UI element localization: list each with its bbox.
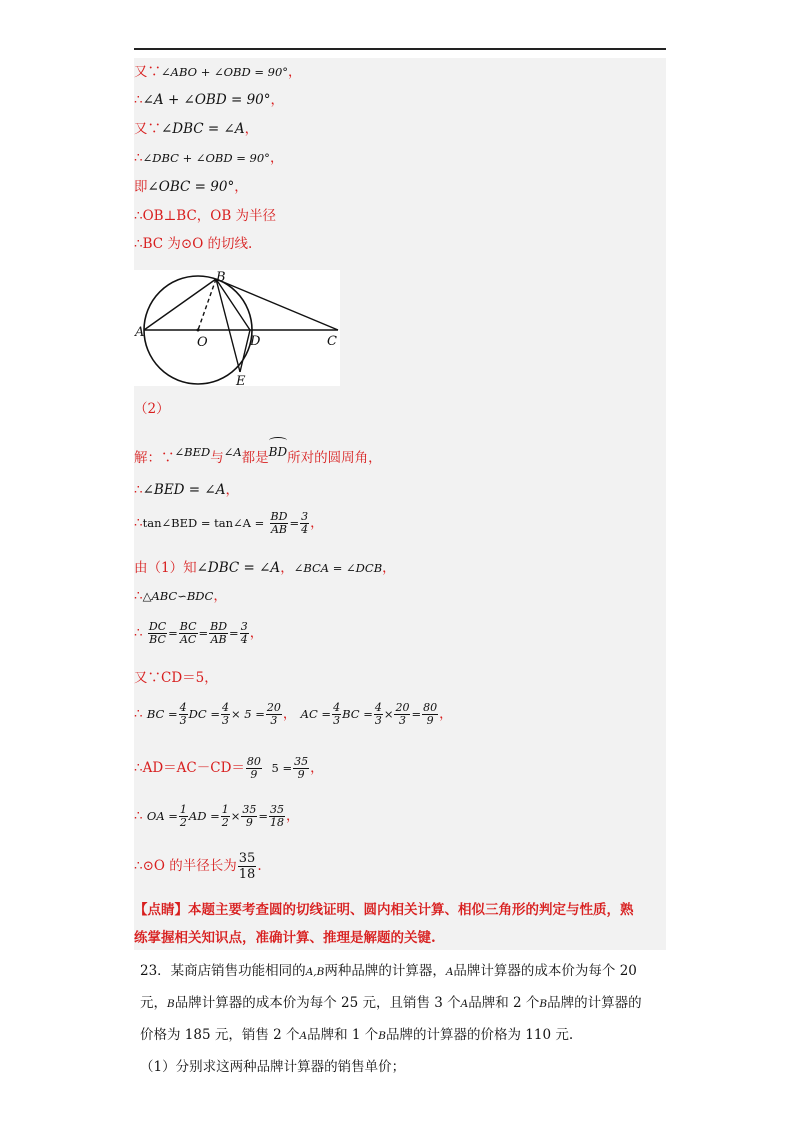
proof-line-1: 又∵∠ABO + ∠OBD = 90°， [134, 64, 302, 80]
proof-line-5: 即∠OBC = 90°， [134, 179, 248, 195]
proof-line-3: 又∵∠DBC = ∠A， [134, 121, 259, 137]
line-ob-dashed [198, 279, 216, 330]
fraction: $\frac{20}{3}$ [395, 701, 410, 727]
fraction: $\frac{4}{3}$ [374, 701, 382, 727]
problem-line-1: 23．某商店销售功能相同的A,B两种品牌的计算器，A品牌计算器的成本价为每个 20 [140, 963, 637, 979]
fraction: $\frac{1}{2}$ [179, 803, 187, 829]
line-ab [144, 279, 216, 330]
point-o [197, 329, 200, 332]
arc-bd: BD [269, 442, 287, 462]
proof-line-6: ∴OB⊥BC，OB 为半径 [134, 208, 277, 224]
label-e: E [236, 374, 246, 386]
radius-line: ∴⊙O 的半径长为 $\frac{35}{18}$ . [134, 851, 262, 882]
fraction: $\frac{BC}{AC}$ [179, 620, 197, 646]
fraction: $\frac{DC}{BC}$ [148, 620, 167, 646]
fraction: $\frac{35}{9}$ [294, 755, 309, 781]
ad-line: ∴AD＝AC－CD＝ $\frac{80}{9}$ 5 = $\frac{35}{9}$ ， [134, 755, 324, 781]
bed-equals-a-line: ∴∠BED = ∠A， [134, 482, 239, 498]
circle-tangent-figure [134, 270, 340, 386]
label-o: O [197, 335, 208, 350]
fraction: $\frac{3}{4}$ [240, 620, 248, 646]
label-b: B [216, 270, 226, 285]
fraction: $\frac{4}{3}$ [333, 701, 341, 727]
from-part1-line: 由（1）知∠DBC = ∠A，∠BCA = ∠DCB， [134, 560, 396, 576]
similar-triangles-line: ∴△ABC∽BDC， [134, 588, 227, 604]
label-c: C [327, 334, 337, 349]
fraction: $\frac{35}{18}$ [238, 851, 256, 882]
fraction: $\frac{4}{3}$ [221, 701, 229, 727]
solution-jie-line: 解：∵∠BED与∠A都是BD所对的圆周角， [134, 442, 382, 468]
tan-line: ∴tan∠BED = tan∠A = $\frac{BD}{AB}$ = $\frac{3}{4}$ ， [134, 510, 324, 536]
line-bc [216, 279, 338, 330]
header-rule [134, 48, 666, 50]
ratio-line: ∴ $\frac{DC}{BC}$ = $\frac{BC}{AC}$ = $\frac{BD}{AB}$ = $\frac{3}{4}$ ， [134, 620, 264, 646]
fraction: $\frac{80}{9}$ [423, 701, 438, 727]
fraction: $\frac{3}{4}$ [301, 510, 309, 536]
oa-line: ∴ OA = $\frac{1}{2}$ AD = $\frac{1}{2}$ × $\frac{35}{9}$ = $\frac{35}{18}$ ， [134, 803, 300, 829]
problem-line-2: 元，B品牌计算器的成本价为每个 25 元，且销售 3 个A品牌和 2 个B品牌的计算器的 [140, 995, 642, 1011]
problem-subquestion-1: （1）分别求这两种品牌计算器的销售单价； [140, 1059, 406, 1075]
comment-line-2: 练掌握相关知识点，准确计算、推理是解题的关键. [134, 930, 436, 946]
comment-line-1: 【点睛】本题主要考查圆的切线证明、圆内相关计算、相似三角形的判定与性质，熟 [134, 902, 634, 918]
fraction: $\frac{20}{3}$ [266, 701, 281, 727]
fraction: $\frac{1}{2}$ [221, 803, 229, 829]
proof-line-4: ∴∠DBC + ∠OBD = 90°， [134, 150, 284, 166]
label-d: D [250, 334, 261, 349]
cd-given-line: 又∵CD＝5， [134, 670, 218, 686]
fraction: $\frac{35}{18}$ [270, 803, 285, 829]
solution-block [134, 58, 666, 950]
fraction: $\frac{BD}{AB}$ [270, 510, 288, 536]
part-2-label: （2） [134, 401, 170, 417]
bc-ac-line: ∴ BC = $\frac{4}{3}$ DC = $\frac{4}{3}$ × 5 = $\frac{20}{3}$ ， AC = $\frac{4}{3}$ BC = $\frac{4}{3}$ × $\frac{20}{3}$ = $\frac{80}{9}$ ， [134, 701, 453, 727]
fraction: $\frac{80}{9}$ [246, 755, 261, 781]
problem-23 [140, 956, 670, 1083]
problem-line-3: 价格为 185 元，销售 2 个A品牌和 1 个B品牌的计算器的价格为 110 元. [140, 1027, 574, 1043]
fraction: $\frac{4}{3}$ [179, 701, 187, 727]
proof-line-7: ∴BC 为⊙O 的切线. [134, 236, 253, 252]
fraction: $\frac{BD}{AB}$ [210, 620, 228, 646]
fraction: $\frac{35}{9}$ [242, 803, 257, 829]
proof-line-2: ∴∠A + ∠OBD = 90°， [134, 92, 284, 108]
geometry-diagram [134, 270, 340, 386]
label-a: A [135, 325, 145, 340]
